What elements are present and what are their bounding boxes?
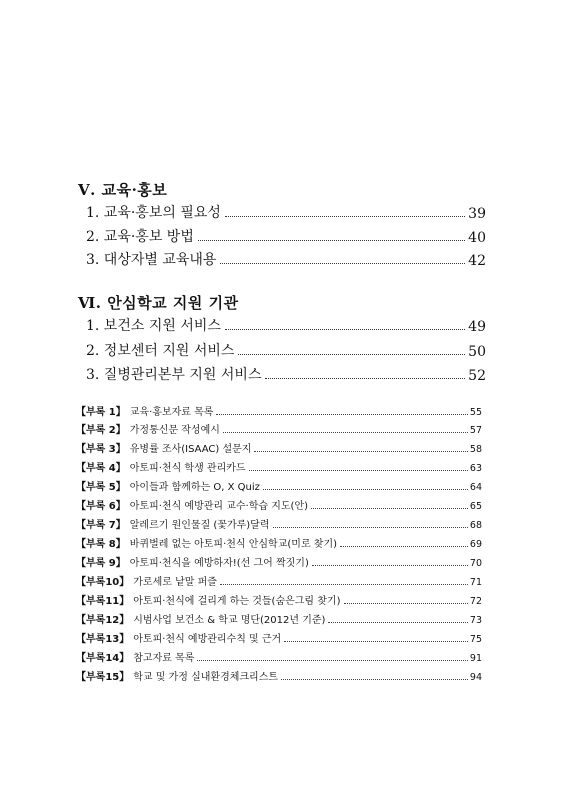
appendix-row bbox=[76, 497, 482, 512]
appendix-tag: 【부록10】 bbox=[76, 577, 130, 588]
dot-leader bbox=[220, 263, 465, 264]
dot-leader bbox=[225, 329, 465, 330]
appendix-page: 57 bbox=[469, 425, 482, 436]
appendix-label: 시범사업 보건소 & 학교 명단(2012년 기준) bbox=[133, 615, 326, 626]
appendix-tag: 【부록15】 bbox=[76, 672, 130, 683]
appendix-page: 64 bbox=[469, 482, 482, 493]
appendix-row bbox=[76, 403, 482, 418]
appendix-page: 70 bbox=[469, 558, 482, 569]
appendix-tag: 【부록 7】 bbox=[76, 520, 126, 531]
appendix-tag: 【부록14】 bbox=[76, 653, 130, 664]
appendix-row bbox=[76, 421, 482, 436]
appendix-page: 91 bbox=[469, 653, 482, 664]
appendix-tag: 【부록 9】 bbox=[76, 558, 126, 569]
appendix-row bbox=[76, 668, 482, 683]
appendix-tag: 【부록 6】 bbox=[76, 501, 126, 512]
toc-item-label: 3. 질병관리본부 지원 서비스 bbox=[86, 367, 262, 383]
appendix-label: 아토피·천식에 걸리게 하는 것들(숨은그림 찾기) bbox=[133, 596, 341, 607]
appendix-page: 55 bbox=[469, 407, 482, 418]
appendix-page: 94 bbox=[469, 672, 482, 683]
appendix-tag: 【부록12】 bbox=[76, 615, 130, 626]
dot-leader bbox=[197, 660, 468, 661]
appendix-row bbox=[76, 630, 482, 645]
toc-item-label: 2. 정보센터 지원 서비스 bbox=[86, 343, 235, 359]
dot-leader bbox=[225, 216, 465, 217]
appendix-row bbox=[76, 649, 482, 664]
toc-item-page: 42 bbox=[468, 253, 486, 269]
appendix-label: 아토피·천식을 예방하자!(선 그어 짝짓기) bbox=[129, 558, 309, 569]
section-heading: Ⅴ. 교육·홍보 bbox=[78, 181, 168, 199]
appendix-row bbox=[76, 478, 482, 493]
appendix-row bbox=[76, 516, 482, 531]
dot-leader bbox=[328, 622, 467, 623]
appendix-tag: 【부록 8】 bbox=[76, 539, 126, 550]
toc-item-page: 39 bbox=[468, 206, 486, 222]
toc-row bbox=[86, 202, 486, 222]
appendix-tag: 【부록11】 bbox=[76, 596, 130, 607]
dot-leader bbox=[249, 470, 468, 471]
appendix-tag: 【부록 4】 bbox=[76, 463, 126, 474]
dot-leader bbox=[344, 603, 468, 604]
dot-leader bbox=[312, 565, 468, 566]
appendix-row bbox=[76, 611, 482, 626]
toc-row bbox=[86, 315, 486, 335]
appendix-tag: 【부록 5】 bbox=[76, 482, 126, 493]
dot-leader bbox=[198, 240, 465, 241]
dot-leader bbox=[263, 489, 468, 490]
appendix-label: 바퀴벌레 없는 아토피·천식 안심학교(미로 찾기) bbox=[129, 539, 338, 550]
dot-leader bbox=[265, 378, 465, 379]
appendix-tag: 【부록13】 bbox=[76, 634, 130, 645]
toc-row bbox=[86, 226, 486, 246]
appendix-page: 58 bbox=[469, 444, 482, 455]
appendix-page: 73 bbox=[469, 615, 482, 626]
toc-item-label: 1. 보건소 지원 서비스 bbox=[86, 318, 221, 334]
appendix-page: 68 bbox=[469, 520, 482, 531]
appendix-label: 아이들과 함께하는 O, X Quiz bbox=[129, 482, 260, 493]
toc-item-label: 2. 교육·홍보 방법 bbox=[86, 229, 194, 245]
dot-leader bbox=[223, 432, 468, 433]
dot-leader bbox=[216, 414, 468, 415]
appendix-row bbox=[76, 573, 482, 588]
appendix-page: 75 bbox=[469, 634, 482, 645]
toc-row bbox=[86, 364, 486, 384]
dot-leader bbox=[273, 527, 468, 528]
appendix-tag: 【부록 1】 bbox=[76, 407, 126, 418]
appendix-label: 학교 및 가정 실내환경체크리스트 bbox=[133, 672, 279, 683]
toc-row bbox=[86, 249, 486, 269]
appendix-page: 71 bbox=[469, 577, 482, 588]
toc-item-page: 52 bbox=[468, 368, 486, 384]
appendix-label: 참고자료 목록 bbox=[133, 653, 195, 664]
appendix-label: 유병률 조사(ISAAC) 설문지 bbox=[129, 444, 252, 455]
appendix-row bbox=[76, 592, 482, 607]
appendix-page: 65 bbox=[469, 501, 482, 512]
toc-item-page: 50 bbox=[468, 344, 486, 360]
appendix-row bbox=[76, 459, 482, 474]
appendix-page: 69 bbox=[469, 539, 482, 550]
appendix-page: 72 bbox=[469, 596, 482, 607]
appendix-label: 알레르기 원인물질 (꽃가루)달력 bbox=[129, 520, 270, 531]
appendix-label: 교육·홍보자료 목록 bbox=[129, 407, 214, 418]
toc-row bbox=[86, 340, 486, 360]
appendix-row bbox=[76, 554, 482, 569]
toc-item-page: 40 bbox=[468, 230, 486, 246]
appendix-row bbox=[76, 535, 482, 550]
appendix-label: 가정통신문 작성예시 bbox=[129, 425, 220, 436]
appendix-label: 가로세로 낱말 퍼즐 bbox=[133, 577, 217, 588]
appendix-page: 63 bbox=[469, 463, 482, 474]
appendix-label: 아토피·천식 예방관리수칙 및 근거 bbox=[133, 634, 282, 645]
appendix-label: 아토피·천식 예방관리 교수·학습 지도(안) bbox=[129, 501, 309, 512]
toc-item-page: 49 bbox=[468, 319, 486, 335]
dot-leader bbox=[238, 354, 465, 355]
dot-leader bbox=[340, 546, 468, 547]
appendix-row bbox=[76, 440, 482, 455]
dot-leader bbox=[254, 451, 467, 452]
dot-leader bbox=[284, 641, 468, 642]
toc-item-label: 3. 대상자별 교육내용 bbox=[86, 252, 217, 268]
appendix-tag: 【부록 2】 bbox=[76, 425, 126, 436]
dot-leader bbox=[220, 584, 468, 585]
appendix-label: 아토피·천식 학생 관리카드 bbox=[129, 463, 246, 474]
dot-leader bbox=[311, 508, 468, 509]
dot-leader bbox=[281, 679, 468, 680]
toc-item-label: 1. 교육·홍보의 필요성 bbox=[86, 205, 221, 221]
section-heading: Ⅵ. 안심학교 지원 기관 bbox=[78, 294, 239, 312]
appendix-tag: 【부록 3】 bbox=[76, 444, 126, 455]
